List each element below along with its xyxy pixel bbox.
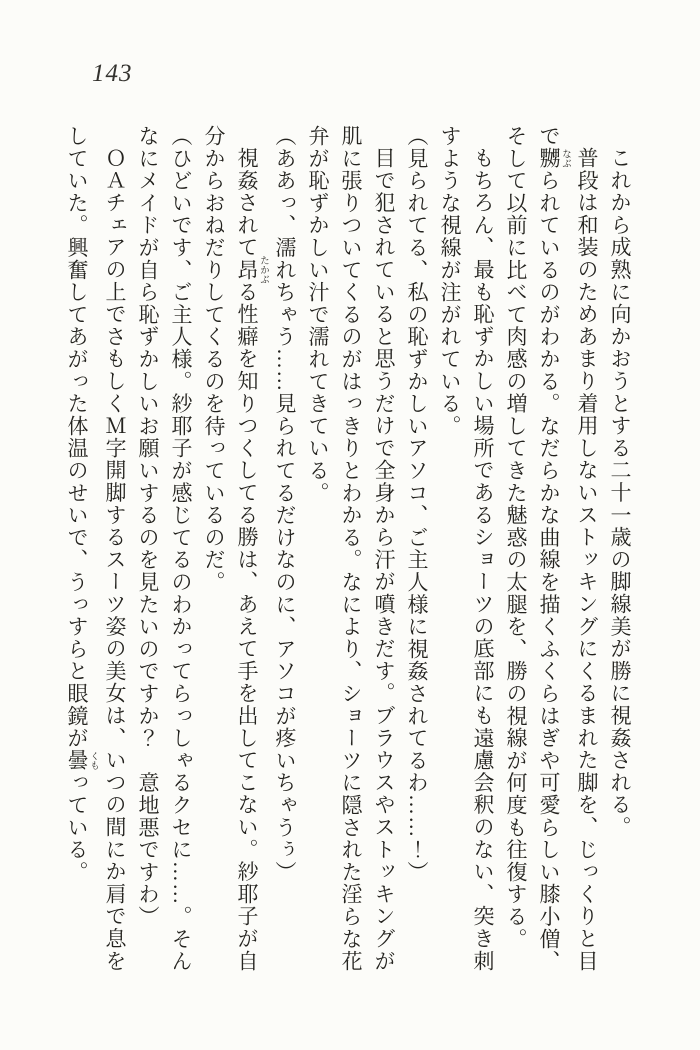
text-line: ＯＡチェアの上でさもしくＭ字開脚するスーツ姿の美女は、いつの間にか肩で息を <box>103 147 127 973</box>
text-block <box>60 125 636 973</box>
ruby-annotated-kanji: 昂 たかぶ <box>235 255 268 284</box>
text-line: （ひどいです、ご主人様。紗耶子が感じてるのわかってらっしゃるクセに……。そん <box>169 125 193 973</box>
text-line: もちろん、最も恥ずかしい場所であるショーツの底部にも遠慮会釈のない、突き刺 <box>471 147 495 973</box>
text-line: そして以前に比べて肉感の増してきた魅惑の太腿を、勝の視線が何度も往復する。 <box>504 125 528 951</box>
text-line: すような視線が注がれている。 <box>438 125 462 438</box>
text-line: これから成熟に向かおうとする二十一歳の脚線美が勝に視姦される。 <box>608 147 632 839</box>
ruby-annotated-kanji: 嬲 なぶ <box>537 147 570 170</box>
text-line: 視姦されて昂 たかぶる性癖を知りつくしてる勝は、あえて手を出してこない。紗耶子が自 <box>235 147 268 973</box>
text-line: 目で犯されていると思うだけで全身から汗が噴きだす。ブラウスやストッキングが <box>372 147 396 973</box>
text-line: 肌に張りついてくるのがはっきりとわかる。なにより、ショーツに隠された淫らな花 <box>339 125 363 973</box>
text-line: していた。興奮してあがった体温のせいで、うっすらと眼鏡が曇 くもっている。 <box>65 125 98 884</box>
text-line: （見られてる、私の恥ずかしいアソコ、ご主人様に視姦されてるわ……！） <box>405 125 429 884</box>
page-number: 143 <box>92 60 133 87</box>
text-line: （ああっ、濡れちゃう……見られてるだけなのに、アソコが疼いちゃうぅ） <box>273 125 297 884</box>
text-line: なにメイドが自ら恥ずかしいお願いするのを見たいのですか？ 意地悪ですわ） <box>136 125 160 928</box>
ruby-annotated-kanji: 曇 くも <box>65 749 98 772</box>
text-line: 普段は和装のためあまり着用しないストッキングにくるまれた脚を、じっくりと目 <box>575 147 599 973</box>
text-line: 分からおねだりしてくるのを待っているのだ。 <box>202 125 226 594</box>
text-line: 弁が恥ずかしい汁で濡れてきている。 <box>306 125 330 505</box>
text-line: で嬲 なぶられているのがわかる。なだらかな曲線を描くふくらはぎや可愛らしい膝小僧、 <box>537 125 570 973</box>
